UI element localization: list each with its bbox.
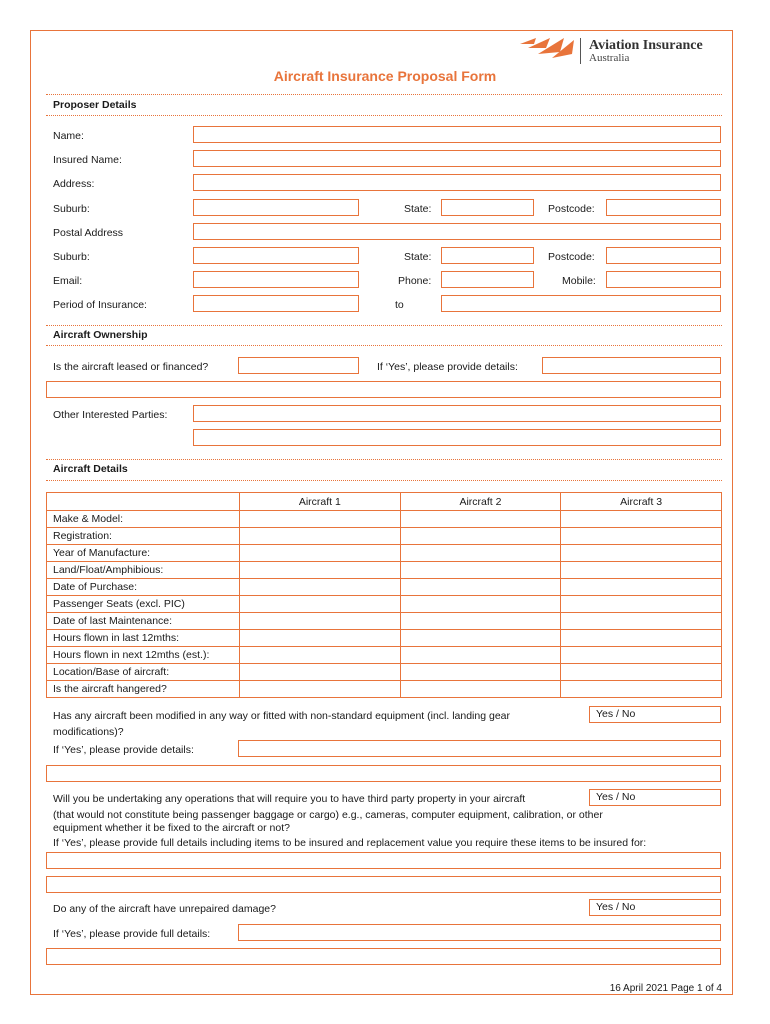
cell[interactable]: [400, 545, 561, 562]
third-party-details-field-2[interactable]: [46, 876, 721, 893]
cell[interactable]: [240, 647, 401, 664]
insured-name-label: Insured Name:: [53, 154, 122, 166]
row-label: Hours flown in last 12mths:: [47, 630, 240, 647]
table-row: [47, 596, 722, 613]
table-row: [47, 681, 722, 698]
period-from-field[interactable]: [193, 295, 359, 312]
name-label: Name:: [53, 130, 84, 142]
state2-field[interactable]: [441, 247, 534, 264]
row-label: Land/Float/Amphibious:: [47, 562, 240, 579]
postal-address-field[interactable]: [193, 223, 721, 240]
divider: [46, 345, 722, 346]
modified-question-line2: modifications)?: [53, 726, 124, 738]
table-row: [47, 630, 722, 647]
leased-question: Is the aircraft leased or financed?: [53, 361, 209, 373]
third-party-details-field[interactable]: [46, 852, 721, 869]
period-to-field[interactable]: [441, 295, 721, 312]
table-row: [47, 579, 722, 596]
period-label: Period of Insurance:: [53, 299, 147, 311]
table-row: [47, 647, 722, 664]
row-label: Year of Manufacture:: [47, 545, 240, 562]
other-parties-label: Other Interested Parties:: [53, 409, 168, 421]
cell[interactable]: [561, 511, 722, 528]
cell[interactable]: [240, 545, 401, 562]
table-header-row: [47, 493, 722, 511]
form-title: Aircraft Insurance Proposal Form: [273, 68, 497, 84]
logo-brand-name: Aviation Insurance: [589, 38, 703, 53]
cell[interactable]: [240, 596, 401, 613]
cell[interactable]: [561, 613, 722, 630]
cell[interactable]: [240, 613, 401, 630]
suburb-field[interactable]: [193, 199, 359, 216]
cell[interactable]: [400, 630, 561, 647]
table-row: [47, 664, 722, 681]
suburb2-label: Suburb:: [53, 251, 90, 263]
cell[interactable]: [400, 528, 561, 545]
cell[interactable]: [561, 596, 722, 613]
damage-details-label: If ‘Yes’, please provide full details:: [53, 928, 211, 940]
address-label: Address:: [53, 178, 95, 190]
cell[interactable]: [400, 647, 561, 664]
period-to-label: to: [395, 299, 404, 311]
postcode2-label: Postcode:: [548, 251, 595, 263]
postcode2-field[interactable]: [606, 247, 721, 264]
table-header-blank: [47, 493, 240, 511]
divider: [46, 94, 722, 95]
state2-label: State:: [404, 251, 432, 263]
third-party-question-line3: equipment whether it be fixed to the aircraft or not?: [53, 822, 290, 834]
cell[interactable]: [400, 664, 561, 681]
cell[interactable]: [561, 545, 722, 562]
other-parties-field[interactable]: [193, 405, 721, 422]
suburb-label: Suburb:: [53, 203, 90, 215]
col-aircraft-1: Aircraft 1: [240, 493, 401, 511]
logo-wing-icon: [520, 34, 574, 62]
suburb2-field[interactable]: [193, 247, 359, 264]
damage-question: Do any of the aircraft have unrepaired damage?: [53, 903, 276, 915]
row-label: Hours flown in next 12mths (est.):: [47, 647, 240, 664]
table-row: [47, 528, 722, 545]
cell[interactable]: [400, 613, 561, 630]
cell[interactable]: [240, 562, 401, 579]
cell[interactable]: [240, 579, 401, 596]
other-parties-field-2[interactable]: [193, 429, 721, 446]
damage-details-field[interactable]: [238, 924, 721, 941]
cell[interactable]: [400, 579, 561, 596]
cell[interactable]: [240, 630, 401, 647]
email-field[interactable]: [193, 271, 359, 288]
logo-divider: [580, 38, 581, 64]
leased-details-label: If ‘Yes’, please provide details:: [377, 361, 518, 373]
state-label: State:: [404, 203, 432, 215]
email-label: Email:: [53, 275, 83, 287]
postcode-label: Postcode:: [548, 203, 595, 215]
damage-details-field-2[interactable]: [46, 948, 721, 965]
third-party-yes-no[interactable]: Yes / No: [589, 789, 721, 806]
table-row: [47, 511, 722, 528]
section-aircraft-ownership: Aircraft Ownership: [53, 329, 148, 341]
table-row: [47, 562, 722, 579]
cell[interactable]: [561, 664, 722, 681]
section-proposer-details: Proposer Details: [53, 99, 137, 111]
state-field[interactable]: [441, 199, 534, 216]
third-party-question-line2: (that would not constitute being passenger baggage or cargo) e.g., cameras, computer equipment, calibration, or other: [53, 809, 603, 821]
cell[interactable]: [400, 596, 561, 613]
cell[interactable]: [240, 511, 401, 528]
modified-details-field-2[interactable]: [46, 765, 721, 782]
cell[interactable]: [561, 528, 722, 545]
leased-details-field-2[interactable]: [46, 381, 721, 398]
postcode-field[interactable]: [606, 199, 721, 216]
logo-brand-sub: Australia: [589, 52, 630, 64]
cell[interactable]: [561, 647, 722, 664]
cell[interactable]: [400, 562, 561, 579]
col-aircraft-2: Aircraft 2: [400, 493, 561, 511]
row-label: Make & Model:: [47, 511, 240, 528]
address-field[interactable]: [193, 174, 721, 191]
table-row: [47, 613, 722, 630]
modified-question-line1: Has any aircraft been modified in any way or fitted with non-standard equipment (incl. landing gear: [53, 710, 511, 722]
name-field[interactable]: [193, 126, 721, 143]
page-footer: 16 April 2021 Page 1 of 4: [609, 983, 722, 994]
table-row: [47, 545, 722, 562]
row-label: Location/Base of aircraft:: [47, 664, 240, 681]
divider: [46, 480, 722, 481]
aircraft-details-table: [46, 492, 722, 698]
mobile-field[interactable]: [606, 271, 721, 288]
cell[interactable]: [561, 579, 722, 596]
leased-answer-field[interactable]: [238, 357, 359, 374]
cell[interactable]: [561, 630, 722, 647]
third-party-question-line1: Will you be undertaking any operations that will require you to have third party property in your aircraft: [53, 793, 526, 805]
section-aircraft-details: Aircraft Details: [53, 463, 128, 475]
cell[interactable]: [400, 681, 561, 698]
row-label: Date of last Maintenance:: [47, 613, 240, 630]
mobile-label: Mobile:: [562, 275, 596, 287]
row-label: Date of Purchase:: [47, 579, 240, 596]
damage-yes-no[interactable]: Yes / No: [589, 899, 721, 916]
modified-details-field[interactable]: [238, 740, 721, 757]
phone-field[interactable]: [441, 271, 534, 288]
insured-name-field[interactable]: [193, 150, 721, 167]
cell[interactable]: [240, 528, 401, 545]
modified-details-label: If ‘Yes’, please provide details:: [53, 744, 194, 756]
cell[interactable]: [400, 511, 561, 528]
third-party-details-label: If ‘Yes’, please provide full details including items to be insured and replacement value you require these items to be insured for:: [53, 837, 647, 849]
cell[interactable]: [561, 681, 722, 698]
cell[interactable]: [240, 681, 401, 698]
postal-address-label: Postal Address: [53, 227, 124, 239]
phone-label: Phone:: [398, 275, 432, 287]
modified-yes-no[interactable]: Yes / No: [589, 706, 721, 723]
leased-details-field[interactable]: [542, 357, 721, 374]
row-label: Is the aircraft hangered?: [47, 681, 240, 698]
cell[interactable]: [561, 562, 722, 579]
cell[interactable]: [240, 664, 401, 681]
row-label: Passenger Seats (excl. PIC): [47, 596, 240, 613]
col-aircraft-3: Aircraft 3: [561, 493, 722, 511]
row-label: Registration:: [47, 528, 240, 545]
divider: [46, 115, 722, 116]
